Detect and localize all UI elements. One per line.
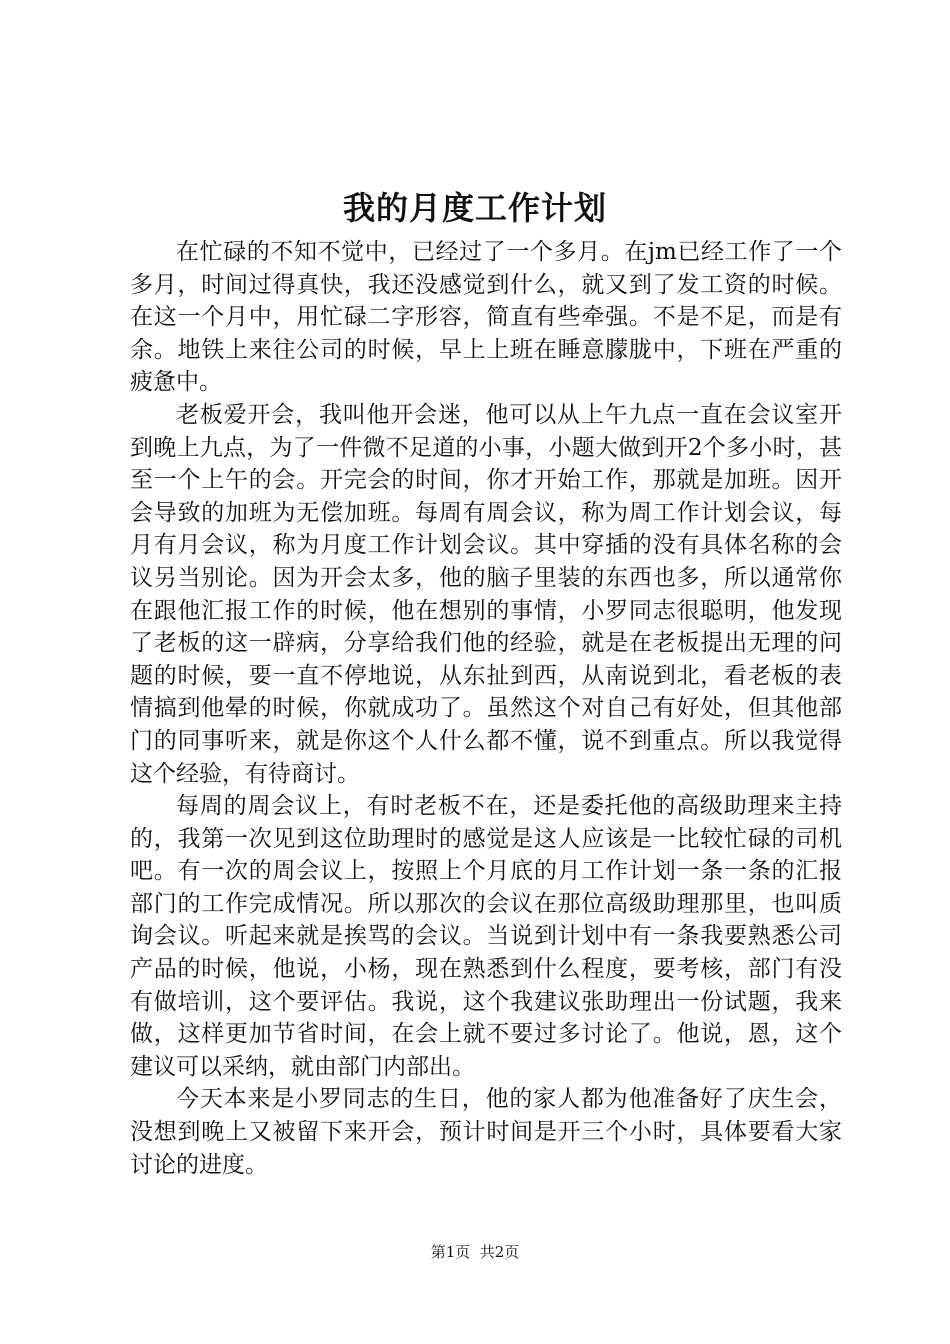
paragraph-1: 在忙碌的不知不觉中，已经过了一个多月。在jm已经工作了一个多月，时间过得真快，我还没感觉到什么，就又到了发工资的时候。在这一个月中，用忙碌二字形容，简直有些牵强。不是不足，而是有余。地铁上来往公司的时候，早上上班在睡意朦胧中，下班在严重的疲惫中。: [130, 239, 842, 396]
paragraph-2: 老板爱开会，我叫他开会迷，他可以从上午九点一直在会议室开到晚上九点，为了一件微不足道的小事，小题大做到开2个多小时，甚至一个上午的会。开完会的时间，你才开始工作，那就是加班。因开会导致的加班为无偿加班。每周有周会议，称为周工作计划会议，每月有月会议，称为月度工作计划会议。其中穿插的没有具体名称的会议另当别论。因为开会太多，他的脑子里装的东西也多，所以通常你在跟他汇报工作的时候，他在想别的事情，小罗同志很聪明，他发现了老板的这一辟病，分享给我们他的经验，就是在老板提出无理的问题的时候，要一直不停地说，从东扯到西，从南说到北，看老板的表情搞到他晕的时候，你就成功了。虽然这个对自己有好处，但其他部门的同事听来，就是你这个人什么都不懂，说不到重点。所以我觉得这个经验，有待商讨。: [130, 401, 842, 787]
page-footer: 第1页 共2页: [430, 1243, 520, 1261]
document-title: 我的月度工作计划: [342, 189, 607, 227]
document-body: [130, 236, 842, 1181]
paragraph-4: 今天本来是小罗同志的生日，他的家人都为他准备好了庆生会，没想到晚上又被留下来开会，预计时间是开三个小时，具体要看大家讨论的进度。: [130, 1086, 842, 1178]
paragraph-3: 每周的周会议上，有时老板不在，还是委托他的高级助理来主持的，我第一次见到这位助理时的感觉是这人应该是一比较忙碌的司机吧。有一次的周会议上，按照上个月底的月工作计划一条一条的汇报部门的工作完成情况。所以那次的会议在那位高级助理那里，也叫质询会议。听起来就是挨骂的会议。当说到计划中有一条我要熟悉公司产品的时候，他说，小杨，现在熟悉到什么程度，要考核，部门有没有做培训，这个要评估。我说，这个我建议张助理出一份试题，我来做，这样更加节省时间，在会上就不要过多讨论了。他说，恩，这个建议可以采纳，就由部门内部出。: [130, 793, 842, 1080]
